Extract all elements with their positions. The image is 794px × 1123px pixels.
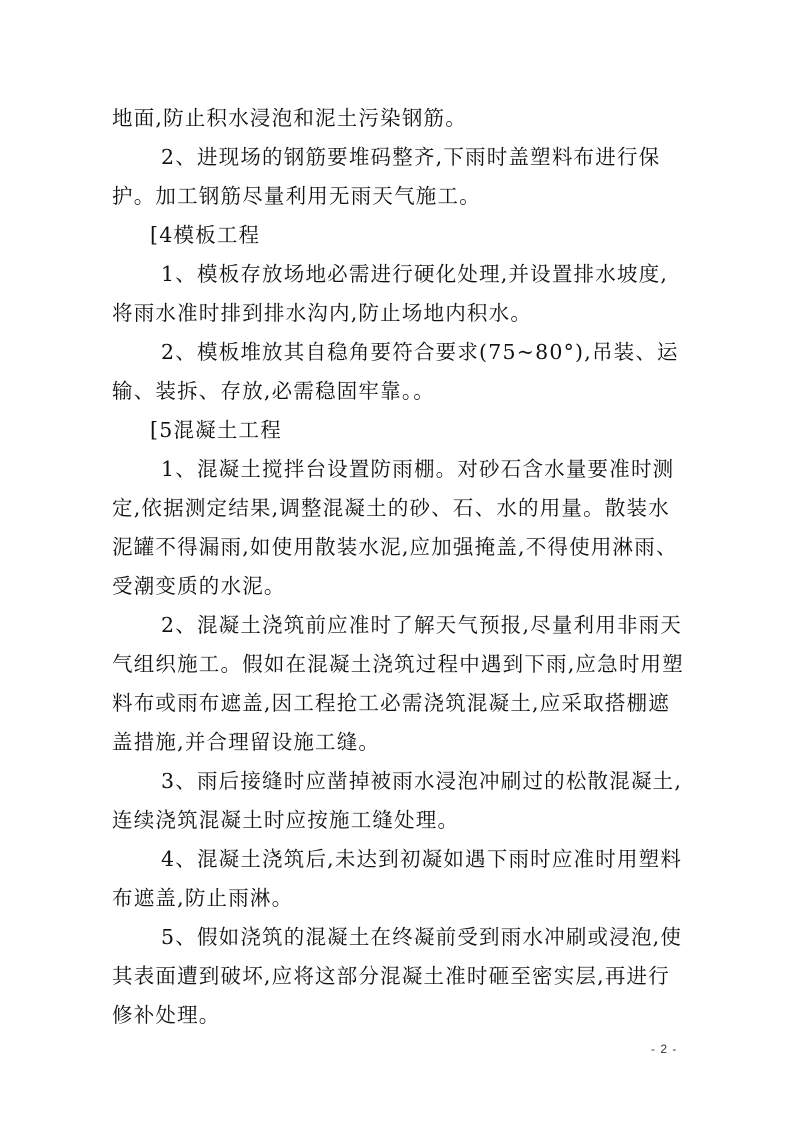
- paragraph-formwork-site: 1、模板存放场地必需进行硬化处理,并设置排水坡度,将雨水准时排到排水沟内,防止场地内积水。: [112, 262, 669, 325]
- paragraph-formwork-stacking: 2、模板堆放其自稳角要符合要求(75~80°),吊装、运输、装拆、存放,必需稳固牢靠。。: [112, 340, 679, 403]
- paragraph-concrete-joints: 3、雨后接缝时应凿掉被雨水浸泡冲刷过的松散混凝土,连续浇筑混凝土时应按施工缝处理。: [112, 769, 683, 832]
- paragraph-continuation: 地面,防止积水浸泡和泥土污染钢筋。: [112, 106, 467, 130]
- paragraph-concrete-mixing: 1、混凝土搅拌台设置防雨棚。对砂石含水量要准时测定,依据测定结果,调整混凝土的砂、石、水的用量。散装水泥罐不得漏雨,如使用散装水泥,应加强掩盖,不得使用淋雨、受潮变质的水泥。: [112, 457, 678, 598]
- section-heading-concrete: [5混凝土工程: [150, 418, 282, 442]
- document-body: [112, 99, 684, 1035]
- paragraph-rebar-storage: 2、进现场的钢筋要堆码整齐,下雨时盖塑料布进行保护。加工钢筋尽量利用无雨天气施工。: [112, 145, 661, 208]
- page-number: - 2 -: [651, 1042, 678, 1056]
- paragraph-concrete-covering: 4、混凝土浇筑后,未达到初凝如遇下雨时应准时用塑料布遮盖,防止雨淋。: [112, 847, 683, 910]
- section-heading-formwork: [4模板工程: [150, 223, 261, 247]
- paragraph-concrete-repair: 5、假如浇筑的混凝土在终凝前受到雨水冲刷或浸泡,使其表面遭到破坏,应将这部分混凝土准时砸至密实层,再进行修补处理。: [112, 925, 683, 1027]
- paragraph-concrete-pouring: 2、混凝土浇筑前应准时了解天气预报,尽量利用非雨天气组织施工。假如在混凝土浇筑过程中遇到下雨,应急时用塑料布或雨布遮盖,因工程抢工必需浇筑混凝土,应采取搭棚遮盖措施,并合理留设施工缝。: [112, 613, 684, 754]
